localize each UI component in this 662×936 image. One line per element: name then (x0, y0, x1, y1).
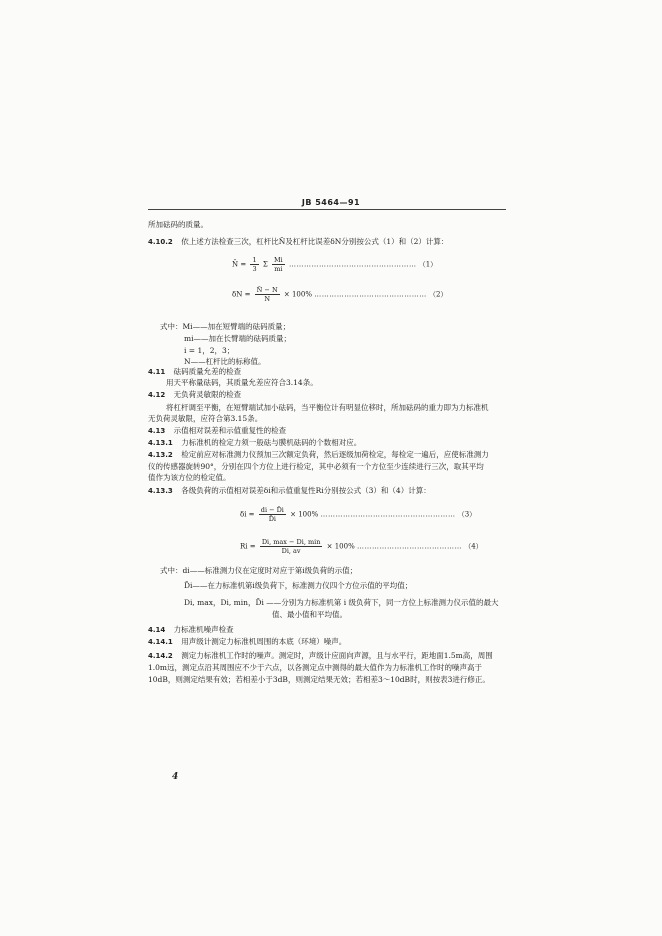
clause-4-13-3 (148, 486, 431, 496)
clause-number: 4.13 (148, 427, 166, 435)
eq-tail: × 100% (326, 542, 355, 551)
eq-lhs: N̄ = (232, 260, 247, 269)
text-line: 10dB，则测定结果有效；若相差小于3dB，则测定结果无效；若相差3～10dB时，则按表3进行修正。 (148, 675, 490, 684)
equation-number: （2） (428, 290, 448, 299)
leader-dots: ……………………………………… (314, 290, 427, 299)
text-line: 仪的传感器旋转90°，分别在四个方位上进行检定，其中必须有一个方位至少连续进行三次，取其平均 (148, 462, 484, 471)
where-line: 值、最小值和平均值。 (272, 610, 347, 619)
standard-code: JB 5464—91 (301, 198, 361, 207)
eq-num: N̄ − N (256, 286, 278, 294)
clause-4-11 (148, 367, 241, 377)
clause-text: 各级负荷的示值相对误差δi和示值重复性Ri分别按公式（3）和（4）计算： (181, 486, 431, 495)
text-line: 用天平称量砝码，其质量允差应符合3.14条。 (166, 378, 318, 387)
eq-den: Di, av (281, 547, 301, 555)
equation-3 (240, 506, 476, 523)
equation-number: （4） (464, 542, 483, 551)
eq-num: di − D̄i (260, 506, 284, 514)
eq-tail: × 100% (283, 290, 312, 299)
clause-number: 4.14 (148, 626, 166, 634)
eq-den: N (264, 295, 270, 303)
text-line: 无负荷灵敏限，应符合第3.15条。 (148, 414, 263, 423)
equation-number: （1） (418, 260, 438, 269)
eq-coef (250, 256, 258, 273)
page-number: 4 (172, 772, 179, 782)
leader-dots: …………………………………… (356, 542, 462, 551)
clause-title: 力标准机噪声检查 (173, 625, 234, 634)
where-line: D̄i——在力标准机第i级负荷下，标准测力仪四个方位示值的平均值； (184, 581, 413, 590)
equation-number: （3） (457, 510, 477, 519)
where-line: N——杠杆比的标称值。 (184, 357, 266, 366)
where-line: 式中：di——标准测力仪在定度时对应于第i级负荷的示值； (160, 566, 358, 575)
leader-dots: ……………………………………………… (320, 510, 456, 519)
eq-num: Mi (274, 256, 283, 264)
clause-4-13-1 (148, 438, 361, 448)
clause-4-12 (148, 390, 241, 400)
equation-2 (232, 286, 447, 303)
eq-lhs: δi = (240, 510, 255, 519)
where-line: mi——加在长臂端的砝码质量； (184, 334, 292, 343)
eq-coef-den: 3 (252, 265, 257, 273)
text-line: 所加砝码的质量。 (148, 220, 208, 229)
eq-den: mi (274, 265, 283, 273)
text-line: 值作为该方位的检定值。 (148, 473, 231, 482)
eq-lhs: δN = (232, 290, 251, 299)
clause-number: 4.11 (148, 368, 166, 376)
clause-title: 示值相对误差和示值重复性的检查 (173, 426, 287, 435)
eq-fraction (260, 538, 323, 555)
equation-4 (240, 538, 483, 555)
clause-number: 4.13.3 (148, 487, 173, 495)
clause-text: 力标准机的检定力须一般砝与膜机砝码的个数相对应。 (181, 438, 362, 447)
clause-text: 测定力标准机工作时的噪声。测定时，声级计应面向声源，且与水平行，距地面1.5m高，周围 (181, 651, 493, 660)
eq-den: D̄i (268, 515, 276, 523)
clause-number: 4.13.1 (148, 439, 173, 447)
text-line: 将杠杆调至平衡，在短臂端试加小砝码，当平衡位计有明显位移时，所加砝码的重力即为力标准机 (166, 403, 489, 412)
clause-number: 4.14.1 (148, 638, 173, 646)
eq-num: Di, max − Di, min (261, 538, 321, 546)
where-line: i = 1，2，3； (184, 346, 235, 355)
clause-text: 用声级计测定力标准机周围的本底（环境）噪声。 (181, 637, 347, 646)
eq-fraction (255, 286, 280, 303)
clause-number: 4.13.2 (148, 451, 173, 459)
where-line: Di, max，Di, min，D̄i ——分别为力标准机第 i 级负荷下，同一方位上标准测力仪示值的最大 (184, 598, 499, 607)
clause-title: 无负荷灵敏限的检查 (173, 390, 242, 399)
clause-4-10-2 (148, 237, 448, 247)
clause-4-13-2 (148, 450, 489, 460)
clause-title: 砝码质量允差的检查 (173, 367, 242, 376)
eq-tail: × 100% (290, 510, 319, 519)
where-line: 式中：Mi——加在短臂端的砝码质量； (160, 322, 291, 331)
sum-sign: Σ (262, 260, 268, 269)
clause-4-14 (148, 625, 234, 635)
clause-number: 4.14.2 (148, 652, 173, 660)
clause-text: 依上述方法检查三次，杠杆比N̄及杠杆比误差δN分别按公式（1）和（2）计算： (181, 237, 449, 246)
eq-coef-num: 1 (252, 256, 257, 264)
eq-fraction (272, 256, 285, 273)
clause-4-14-1 (148, 637, 346, 647)
clause-number: 4.10.2 (148, 238, 173, 246)
eq-lhs: Ri = (240, 542, 256, 551)
clause-4-13 (148, 426, 286, 436)
text-line: 1.0m远，测定点沿其周围应不少于六点，以各测定点中测得的最大值作为力标准机工作时的噪声高于 (148, 663, 483, 672)
clause-4-14-2 (148, 651, 493, 661)
header-rule (148, 209, 506, 210)
eq-fraction (259, 506, 286, 523)
clause-text: 检定前应对标准测力仪预加三次额定负荷，然后逐级加荷检定，每检定一遍后，应使标准测力 (181, 450, 489, 459)
equation-1 (232, 256, 437, 273)
leader-dots: …………………………………………… (288, 260, 417, 269)
clause-number: 4.12 (148, 391, 166, 399)
